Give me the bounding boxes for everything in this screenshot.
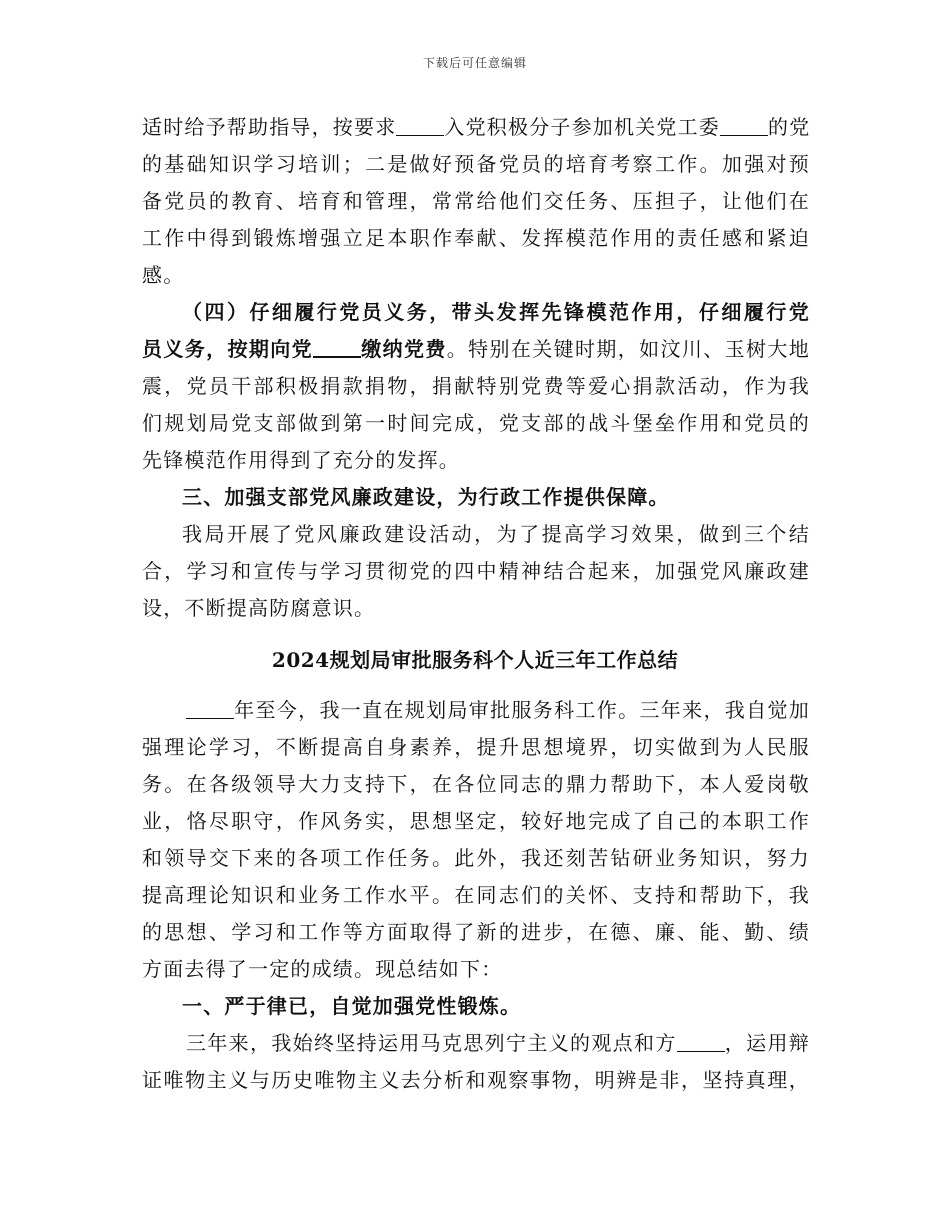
paragraph-line: 工作中得到锻炼增强立足本职作奉献、发挥模范作用的责任感和紧迫	[142, 226, 810, 250]
paragraph-line: 震，党员干部积极捐款捐物，捐献特别党费等爱心捐款活动，作为我	[142, 374, 810, 398]
page-header: 下载后可任意编辑	[422, 56, 527, 70]
text-segment: 年至今，我一直在规划局审批服务科工作。三年来，我自觉加	[234, 698, 810, 722]
text-segment: 的党	[768, 115, 811, 139]
bold-text: 缴纳党费	[361, 337, 447, 361]
paragraph-line: 先锋模范作用得到了充分的发挥。	[142, 448, 460, 472]
paragraph-line: 务。在各级领导大力支持下，在各位同志的鼎力帮助下，本人爱岗敬	[142, 772, 810, 796]
text-segment: ，运用辩	[724, 1031, 810, 1055]
paragraph-line: 们规划局党支部做到第一时间完成，党支部的战斗堡垒作用和党员的	[142, 411, 810, 435]
paragraph-line: 我局开展了党风廉政建设活动，为了提高学习效果，做到三个结	[182, 522, 810, 546]
fill-blank	[677, 1031, 725, 1052]
bold-text: 员义务，按期向党	[142, 337, 314, 361]
paragraph-line	[142, 108, 810, 146]
section-heading: 一、严于律已，自觉加强党性锻炼。	[182, 994, 522, 1018]
text-segment: 。特别在关键时期，如汶川、玉树大地	[446, 337, 810, 361]
fill-blank	[186, 698, 234, 719]
paragraph-line: 合，学习和宣传与学习贯彻党的四中精神结合起来，加强党风廉政建	[142, 559, 810, 583]
fill-blank	[396, 115, 444, 136]
paragraph-line	[142, 330, 810, 368]
text-segment: 三年来，我始终坚持运用马克思列宁主义的观点和方	[186, 1031, 677, 1055]
fill-blank	[720, 115, 768, 136]
section-heading: 三、加强支部党风廉政建设，为行政工作提供保障。	[182, 485, 670, 509]
paragraph-line: 的思想、学习和工作等方面取得了新的进步，在德、廉、能、勤、绩	[142, 920, 810, 944]
paragraph-line: 设，不断提高防腐意识。	[142, 596, 376, 620]
document-title: 2024规划局审批服务科个人近三年工作总结	[271, 648, 679, 672]
text-segment: 适时给予帮助指导，按要求	[142, 115, 397, 139]
paragraph-line: 证唯物主义与历史唯物主义去分析和观察事物，明辨是非，坚持真理，	[142, 1068, 810, 1092]
paragraph-line	[186, 1024, 810, 1062]
paragraph-line: 和领导交下来的各项工作任务。此外，我还刻苦钻研业务知识，努力	[142, 846, 810, 870]
paragraph-line: 的基础知识学习培训；二是做好预备党员的培育考察工作。加强对预	[142, 152, 810, 176]
paragraph-line: 方面去得了一定的成绩。现总结如下：	[142, 957, 503, 981]
paragraph-line: 业，恪尽职守，作风务实，思想坚定，较好地完成了自己的本职工作	[142, 809, 810, 833]
fill-blank	[313, 336, 361, 358]
text-segment: 入党积极分子参加机关党工委	[444, 115, 721, 139]
paragraph-line: 强理论学习，不断提高自身素养，提升思想境界，切实做到为人民服	[142, 735, 810, 759]
paragraph-line: 提高理论知识和业务工作水平。在同志们的关怀、支持和帮助下，我	[142, 883, 810, 907]
paragraph-line: 感。	[142, 263, 185, 287]
subsection-heading: （四）仔细履行党员义务，带头发挥先锋模范作用，仔细履行党	[182, 300, 810, 324]
paragraph-line	[186, 691, 810, 729]
paragraph-line: 备党员的教育、培育和管理，常常给他们交任务、压担子，让他们在	[142, 189, 810, 213]
